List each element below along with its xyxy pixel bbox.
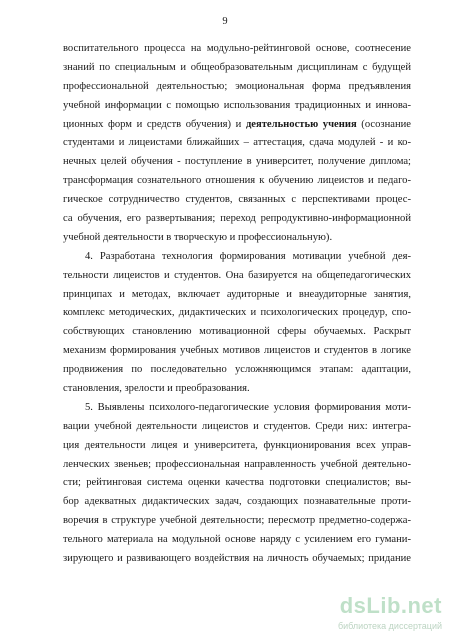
text-line: воспитательного процесса на модульно-рейтинговой основе, соотнесение xyxy=(63,43,411,54)
text-segment: ционных форм и средств обучения) и xyxy=(63,118,246,130)
text-line: учебной деятельности в творческую и профессиональную). xyxy=(63,231,333,243)
text-line: становления, зрелости и преобразования. xyxy=(63,383,250,395)
text-line: ция деятельности лицея и университета, функционирования всех управ- xyxy=(63,439,411,451)
text-line: принципах и методах, включает аудиторные и внеаудиторные занятия, xyxy=(63,288,411,300)
text-line: профессиональной деятельностью; эмоциональная форма предъявления xyxy=(63,80,411,92)
text-line xyxy=(63,116,411,135)
text-line: 4. Разработана технология формирования мотивации учебной дея- xyxy=(85,250,411,262)
text-line: продвижения по последовательно усложняющимся этапам: адаптации, xyxy=(63,364,411,376)
watermark xyxy=(302,593,442,637)
text-line: бор адекватных дидактических задач, создающих познавательные проти- xyxy=(63,496,411,508)
bold-term: деятельностью учения xyxy=(245,118,357,130)
page-number: 9 xyxy=(222,16,228,27)
text-line: нечных целей обучения - поступление в университет, получение диплома; xyxy=(63,156,411,168)
text-line: трансформация сознательного отношения к обучению лицеистов и педаго- xyxy=(63,175,411,187)
text-line: собствующих становлению мотивационной сферы обучаемых. Раскрыт xyxy=(63,326,411,338)
text-line: тельности лицеистов и студентов. Она базируется на общепедагогических xyxy=(63,269,411,281)
text-line: тельного материала на модульной основе наряду с усилением его гумани- xyxy=(63,534,411,546)
text-line: комплекс методических, дидактических и психологических процедур, спо- xyxy=(63,307,411,319)
text-line: учебной информации с помощью использования традиционных и иннова- xyxy=(63,99,411,111)
text-segment: (осознание xyxy=(356,118,411,130)
watermark-logo: dsLib.net xyxy=(339,593,442,618)
text-line: вации учебной деятельности лицеистов и студентов. Среди них: интегра- xyxy=(63,420,411,432)
body-text xyxy=(63,40,411,569)
text-line: сти; рейтинговая система оценки качества подготовки специалистов; вы- xyxy=(63,477,411,489)
text-line: воречия в структуре учебной деятельности; пересмотр предметно-содержа- xyxy=(63,515,411,527)
text-line: 5. Выявлены психолого-педагогические условия формирования моти- xyxy=(85,401,411,413)
watermark-subtitle: библиотека диссертаций xyxy=(337,621,442,631)
text-line: зирующего и развивающего воздействия на личность обучаемых; придание xyxy=(63,553,411,565)
text-line: гическое сотрудничество студентов, связанных с перспективами процес- xyxy=(63,194,411,206)
text-line: са обучения, его развертывания; переход репродуктивно-информационной xyxy=(63,213,411,225)
text-line: ленческих звеньев; профессиональная направленность учебной деятельно- xyxy=(63,458,411,470)
text-line: знаний по специальным и общеобразовательным дисциплинам с будущей xyxy=(63,61,411,73)
text-line: студентами и лицеистами ближайших – аттестация, сдача модулей - и ко- xyxy=(63,137,411,149)
text-line: механизм формирования учебных мотивов лицеистов и студентов в логике xyxy=(63,345,411,357)
